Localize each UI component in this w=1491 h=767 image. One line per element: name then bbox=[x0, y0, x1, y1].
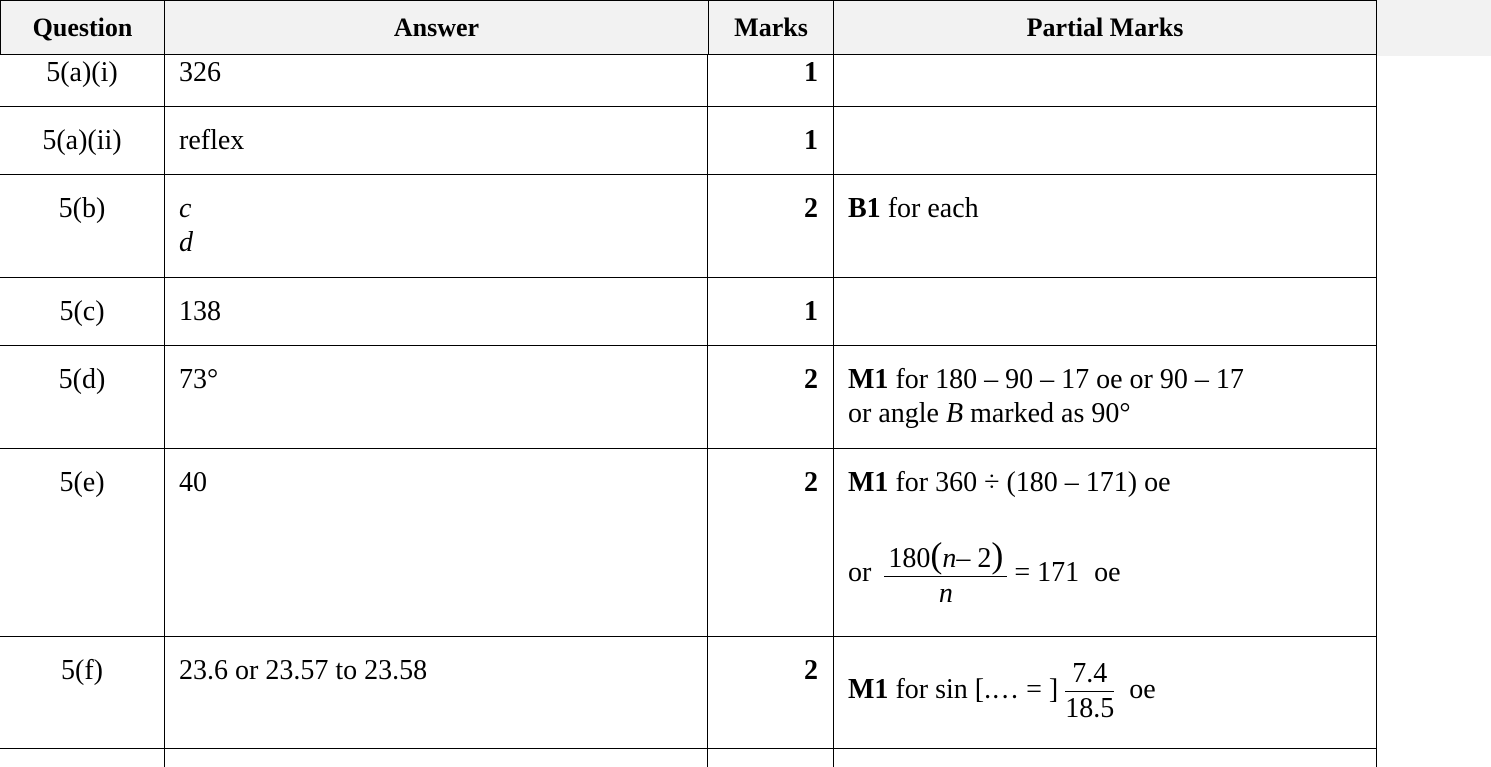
answer-cell: 73° bbox=[179, 364, 219, 395]
partial-text: for sin [.… = ] bbox=[895, 673, 1059, 705]
partial-marks-cell bbox=[848, 466, 1171, 500]
equation-rhs: = 171 bbox=[1014, 556, 1080, 588]
question-cell: 5(e) bbox=[59, 467, 105, 498]
marks-cell: 1 bbox=[804, 57, 818, 88]
mark-code: M1 bbox=[848, 364, 889, 395]
marks-cell: 2 bbox=[804, 467, 818, 498]
answer-cell: 138 bbox=[179, 296, 221, 327]
variable: n bbox=[942, 543, 957, 574]
fraction-numerator: 7.4 bbox=[1065, 657, 1114, 692]
mark-code: M1 bbox=[848, 467, 889, 498]
marks-cell: 2 bbox=[804, 193, 818, 224]
partial-marks-cell bbox=[848, 657, 1156, 726]
mark-code: B1 bbox=[848, 193, 881, 224]
question-cell: 5(b) bbox=[58, 193, 106, 224]
fraction-denominator: n bbox=[938, 578, 953, 609]
header-marks: Marks bbox=[708, 0, 834, 55]
question-cell: 5(a)(i) bbox=[46, 57, 118, 88]
question-cell: 5(d) bbox=[58, 364, 106, 395]
question-cell: 5(c) bbox=[59, 296, 105, 327]
header-answer: Answer bbox=[164, 0, 709, 55]
answer-cell bbox=[179, 192, 193, 260]
marks-cell: 1 bbox=[804, 296, 818, 327]
partial-text: for 360 ÷ (180 – 171) oe bbox=[895, 467, 1171, 498]
partial-text: oe bbox=[1094, 556, 1121, 588]
fraction bbox=[1065, 657, 1114, 726]
answer-line: d bbox=[179, 227, 193, 258]
partial-text: or angle bbox=[848, 398, 939, 429]
header-question: Question bbox=[0, 0, 165, 55]
fraction-expression bbox=[848, 535, 1121, 611]
partial-text: marked as 90° bbox=[970, 398, 1131, 429]
marks-cell: 1 bbox=[804, 125, 818, 156]
question-cell: 5(a)(ii) bbox=[42, 125, 122, 156]
partial-text: oe bbox=[1129, 673, 1156, 705]
partial-text: for 180 – 90 – 17 oe or 90 – 17 bbox=[895, 364, 1244, 395]
answer-cell: 23.6 or 23.57 to 23.58 bbox=[179, 655, 428, 686]
answer-cell: reflex bbox=[179, 125, 245, 156]
marks-cell: 2 bbox=[804, 364, 818, 395]
fraction bbox=[884, 535, 1007, 611]
question-cell: 5(f) bbox=[61, 655, 103, 686]
marks-cell: 2 bbox=[804, 655, 818, 686]
fraction-denominator: 18.5 bbox=[1065, 693, 1115, 724]
header-partial-marks: Partial Marks bbox=[833, 0, 1377, 55]
answer-cell: 326 bbox=[179, 57, 221, 88]
header-extension bbox=[1376, 0, 1491, 56]
answer-cell: 40 bbox=[179, 467, 207, 498]
table-row bbox=[0, 175, 1377, 278]
numerator-term: – 2 bbox=[956, 543, 992, 574]
fraction-numerator: 180(n– 2) bbox=[884, 538, 1007, 577]
numerator-constant: 180 bbox=[888, 543, 931, 574]
answer-line: c bbox=[179, 193, 192, 224]
partial-marks-cell bbox=[848, 363, 1244, 431]
partial-text: or bbox=[848, 556, 872, 588]
mark-code: M1 bbox=[848, 673, 889, 705]
partial-marks-cell bbox=[848, 192, 979, 226]
variable: B bbox=[945, 398, 964, 429]
partial-text: for each bbox=[887, 193, 979, 224]
